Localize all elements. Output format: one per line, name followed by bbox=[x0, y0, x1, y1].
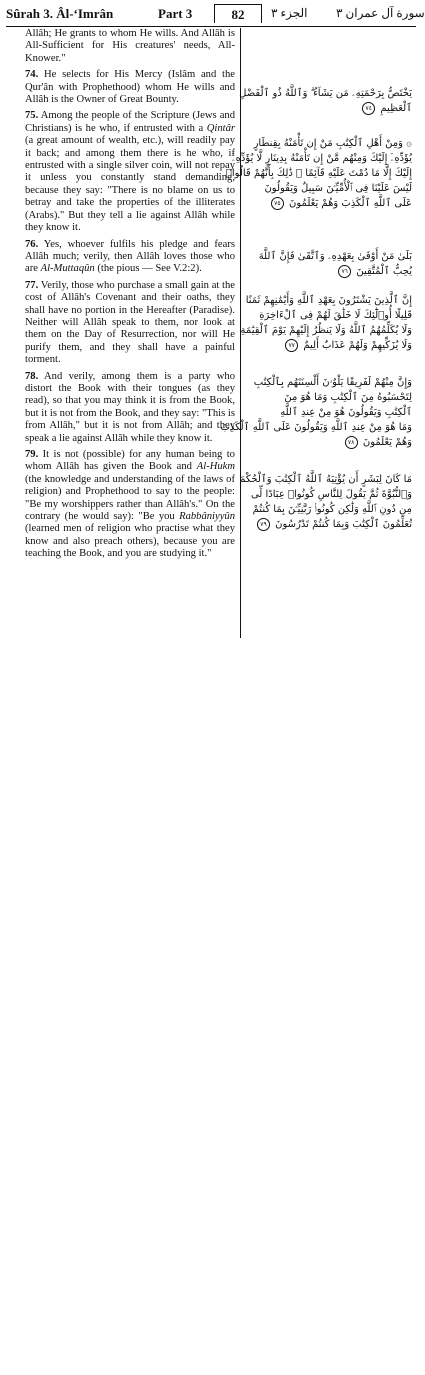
arabic-line: تُعَلِّمُونَ ٱلْكِتَٰبَ وَبِمَا كُنتُمْ تَدْرُسُونَ ٧٩ bbox=[246, 517, 412, 532]
verse-number: 74. bbox=[25, 69, 39, 81]
arabic-line: وَلَا يُكَلِّمُهُمُ ٱللَّهُ وَلَا يَنظُرُ إِلَيْهِمْ يَوْمَ ٱلْقِيَٰمَةِ bbox=[240, 325, 412, 336]
arabic-surah-title: سورة آل عمران ٣ bbox=[336, 6, 425, 20]
verse-end-marker: ٧٦ bbox=[338, 265, 351, 278]
arabic-line: يُحِبُّ ٱلْمُتَّقِينَ ٧٦ bbox=[246, 264, 412, 279]
arabic-line: مَا كَانَ لِبَشَرٍ أَن يُؤْتِيَهُ ٱللَّهُ ٱلْكِتَٰبَ وَٱلْحُكْمَ bbox=[239, 474, 412, 485]
arabic-line: عَلَى ٱللَّهِ ٱلْكَذِبَ وَهُمْ يَعْلَمُونَ ٧٥ bbox=[246, 196, 412, 211]
arabic-line: مِن دُونِ ٱللَّهِ وَلَٰكِن كُونُوا۟ رَبَّٰنِيِّـۧنَ بِمَا كُنتُمْ bbox=[252, 504, 412, 515]
arabic-line: يَخْتَصُّ بِرَحْمَتِهِۦ مَن يَشَآءُ ۗ وَٱللَّهُ ذُو ٱلْفَضْلِ bbox=[239, 88, 412, 99]
verse-end-marker: ٧٤ bbox=[362, 102, 375, 115]
verse-73-continuation: Allâh; He grants to whom He wills. And Allâh is All-Sufficient for His creatures' needs, All-Knower." bbox=[25, 28, 235, 64]
arabic-part-label: الجزء ٣ bbox=[271, 6, 308, 20]
term-al-muttaqun: Al-Muttaqûn bbox=[40, 263, 95, 275]
verse-79: 79. It is not (possible) for any human being to whom Allâh has given the Book and Al-Hukm (the knowledge and understanding of the laws of religion) and Prophethood to say to the people: "Be my worshippers rather than Allâh's." On the contrary (he would say): "Be you Rabbâniyyûn (learned men of religion who practise what they know and also preach others), because you are teaching the Book, and you are studying it." bbox=[25, 449, 235, 560]
verse-75: 75. Among the people of the Scripture (Jews and Christians) is he who, if entrusted with a Qintâr (a great amount of wealth, etc.), will readily pay it back; and among them there is he who, if entrusted with a single silver coin, will not repay it unless you constantly stand demanding, because they say: "There is no blame on us to betray and take the properties of the illiterates (Arabs)." But they tell a lie against Allâh while they know it. bbox=[25, 110, 235, 234]
arabic-line: ۞ وَمِنْ أَهْلِ ٱلْكِتَٰبِ مَنْ إِن تَأْمَنْهُ بِقِنطَارٍ bbox=[253, 138, 412, 149]
verse-number: 76. bbox=[25, 238, 39, 250]
arabic-line: يُؤَدِّهِۦٓ إِلَيْكَ وَمِنْهُم مَّنْ إِن تَأْمَنْهُ بِدِينَارٍ لَّا يُؤَدِّهِۦٓ bbox=[231, 153, 412, 164]
verse-78: 78. And verily, among them is a party who distort the Book with their tongues (as they read), so that you may think it is from the Book, but it is not from the Book, and they say: "This is from Allâh," but it is not from Allâh; and they speak a lie against Allâh while they know it. bbox=[25, 370, 235, 444]
verse-end-marker: ٧٧ bbox=[285, 339, 298, 352]
term-rabbaniyyun: Rabbâniyyûn bbox=[179, 511, 235, 523]
verse-end-marker: ٧٥ bbox=[271, 197, 284, 210]
part-label: Part 3 bbox=[158, 6, 193, 21]
verse-end-marker: ٧٩ bbox=[257, 518, 270, 531]
term-qintar: Qintâr bbox=[206, 122, 235, 134]
arabic-line: قَلِيلًا أُو۟لَٰٓئِكَ لَا خَلَٰقَ لَهُمْ فِى ٱلْءَاخِرَةِ bbox=[259, 310, 412, 321]
arabic-line: ٱلْكِتَٰبِ وَيَقُولُونَ هُوَ مِنْ عِندِ ٱللَّهِ bbox=[280, 407, 412, 418]
arabic-line: وَٱلنُّبُوَّةَ ثُمَّ يَقُولَ لِلنَّاسِ كُونُوا۟ عِبَادًا لِّى bbox=[250, 489, 412, 500]
verse-end-marker: ٧٨ bbox=[345, 436, 358, 449]
arabic-line: إِنَّ ٱلَّذِينَ يَشْتَرُونَ بِعَهْدِ ٱللَّهِ وَأَيْمَٰنِهِمْ ثَمَنًا bbox=[245, 295, 412, 306]
page-header bbox=[6, 4, 425, 27]
arabic-line: لَيْسَ عَلَيْنَا فِى ٱلْأُمِّيِّـۧنَ سَبِيلٌ وَيَقُولُونَ bbox=[264, 183, 412, 194]
term-al-hukm: Al-Hukm bbox=[196, 461, 235, 473]
arabic-line: لِتَحْسَبُوهُ مِنَ ٱلْكِتَٰبِ وَمَا هُوَ مِنَ bbox=[284, 392, 412, 403]
verse-number: 78. bbox=[25, 370, 39, 382]
verse-number: 77. bbox=[25, 279, 39, 291]
arabic-line: بَلَىٰ مَنْ أَوْفَىٰ بِعَهْدِهِۦ وَٱتَّقَىٰ فَإِنَّ ٱللَّهَ bbox=[258, 251, 412, 262]
arabic-line: ٱلْعَظِيمِ ٧٤ bbox=[246, 101, 412, 116]
english-column bbox=[25, 28, 235, 565]
page-number: 82 bbox=[214, 4, 262, 23]
arabic-line: وَلَا يُزَكِّيهِمْ وَلَهُمْ عَذَابٌ أَلِيمٌ ٧٧ bbox=[246, 338, 412, 353]
verse-76: 76. Yes, whoever fulfils his pledge and fears Allâh much; verily, then Allâh loves those who are Al-Muttaqûn (the pious — See V.2:2). bbox=[25, 238, 235, 275]
arabic-line: وَمَا هُوَ مِنْ عِندِ ٱللَّهِ وَيَقُولُونَ عَلَى ٱللَّهِ ٱلْكَذِبَ bbox=[220, 422, 412, 433]
arabic-line: إِلَيْكَ إِلَّا مَا دُمْتَ عَلَيْهِ قَآئِمًا ۗ ذَٰلِكَ بِأَنَّهُمْ قَالُوا۟ bbox=[225, 168, 412, 179]
verse-number: 75. bbox=[25, 110, 39, 122]
verse-74: 74. He selects for His Mercy (Islâm and the Qur'ân with Prophethood) whom He wills and Allâh is the Owner of Great Bounty. bbox=[25, 69, 235, 106]
arabic-line: وَهُمْ يَعْلَمُونَ ٧٨ bbox=[246, 435, 412, 450]
verse-77: 77. Verily, those who purchase a small gain at the cost of Allâh's Covenant and their oaths, they shall have no portion in the Hereafter (Paradise). Neither will Allâh speak to them, nor look at them on the Day of Resurrection, nor will He purify them, and they shall have a painful torment. bbox=[25, 279, 235, 366]
verse-number: 79. bbox=[25, 449, 39, 460]
arabic-line: وَإِنَّ مِنْهُمْ لَفَرِيقًا يَلْوُۥنَ أَلْسِنَتَهُم بِٱلْكِتَٰبِ bbox=[253, 377, 412, 388]
surah-title: Sûrah 3. Âl-‘Imrân bbox=[6, 6, 114, 21]
